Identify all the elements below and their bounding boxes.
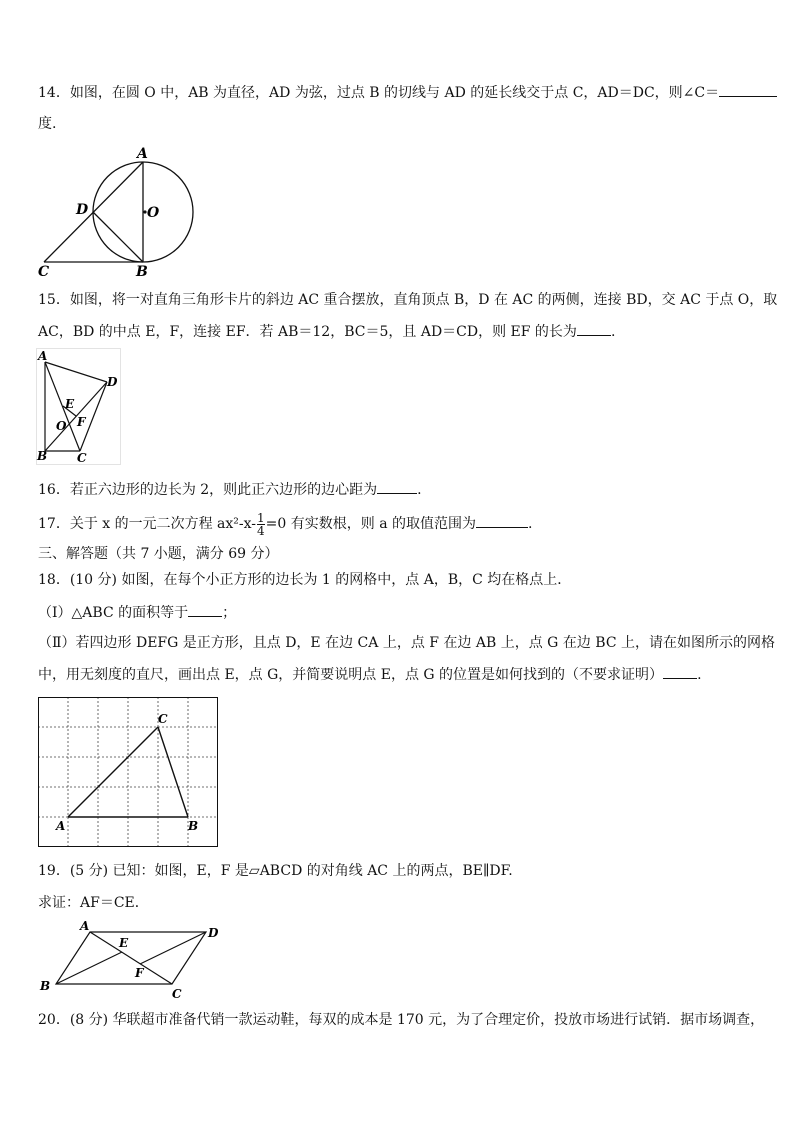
q20-line1: 20．(8 分) 华联超市准备代销一款运动鞋，每双的成本是 170 元，为了合理定价，投放市场进行试销．据市场调查，	[38, 1012, 765, 1028]
q18-part2-blank	[663, 664, 697, 679]
q19-label-f: F	[135, 966, 144, 980]
q19-label-e: E	[119, 936, 129, 950]
q18-part1-blank	[188, 602, 222, 617]
q17-text-b: =0 有实数根，则 a 的取值范围为	[265, 516, 477, 532]
q16-line	[38, 479, 422, 500]
q15-label-c: C	[77, 451, 87, 465]
q18-part1-end: ；	[222, 605, 237, 621]
q19-line1: 19．(5 分) 已知：如图，E，F 是▱ABCD 的对角线 AC 上的两点，BE∥DF.	[38, 863, 513, 879]
q18-part1-text: （Ⅰ）△ABC 的面积等于	[38, 605, 189, 621]
q18-part2-end: .	[697, 667, 702, 683]
q15-label-a: A	[38, 349, 48, 363]
q15-label-d: D	[107, 375, 118, 389]
q14-label-d: D	[76, 202, 89, 218]
q18-side-ac	[68, 727, 158, 817]
q16-text: 16．若正六边形的边长为 2，则此正六边形的边心距为	[38, 482, 378, 498]
q14-answer-blank	[719, 82, 777, 97]
q14-label-b: B	[136, 264, 148, 278]
q18-grid-figure	[38, 697, 218, 847]
q14-label-a: A	[137, 146, 148, 162]
q18-part2-text: 中，用无刻度的直尺，画出点 E，点 G，并简要说明点 E，点 G 的位置是如何找到的（不要求证明）	[38, 667, 664, 683]
q15-label-o: O	[56, 419, 67, 433]
q15-label-b: B	[37, 449, 48, 463]
q17-frac-den: 4	[257, 523, 265, 538]
q14-label-o: O	[147, 205, 160, 221]
q14-line1	[38, 82, 777, 103]
q18-part2-line1: （Ⅱ）若四边形 DEFG 是正方形，且点 D，E 在边 CA 上，点 F 在边 AB 上，点 G 在边 BC 上，请在如图所示的网格	[38, 635, 775, 651]
q14-text: 14．如图，在圆 O 中，AB 为直径，AD 为弦，过点 B 的切线与 AD 的延长线交于点 C，AD＝DC，则∠C＝	[38, 85, 720, 101]
q16-end: .	[417, 482, 422, 498]
q19-label-d: D	[208, 926, 219, 940]
q18-label-c: C	[158, 712, 168, 726]
q15-label-e: E	[65, 397, 75, 411]
q14-line2: 度.	[38, 116, 57, 132]
q15-hyp-ac	[45, 362, 80, 451]
q19-label-c: C	[172, 987, 182, 1001]
q15-label-f: F	[77, 415, 86, 429]
q18-label-b: B	[188, 819, 199, 833]
q14-circle-figure	[34, 142, 204, 278]
q15-text: AC，BD 的中点 E，F，连接 EF．若 AB＝12，BC＝5，且 AD＝CD，则 EF 的长为	[38, 324, 577, 340]
q15-side-ad	[45, 362, 107, 382]
q17-frac-num: 1	[257, 510, 265, 525]
q15-line2	[38, 321, 615, 342]
q19-label-b: B	[40, 979, 51, 993]
q18-side-cb	[158, 727, 188, 817]
q15-line1: 15．如图，将一对直角三角形卡片的斜边 AC 重合摆放，直角顶点 B，D 在 AC 的两侧，连接 BD，交 AC 于点 O，取	[38, 292, 778, 308]
q17-text-a: 17．关于 x 的一元二次方程 ax²-x-	[38, 516, 257, 532]
q19-diagonal-ac	[90, 932, 172, 984]
q16-answer-blank	[377, 479, 417, 494]
q15-triangles-figure	[36, 348, 122, 466]
q19-label-a: A	[80, 919, 90, 933]
q17-line	[38, 510, 532, 538]
q18-part2-line2	[38, 664, 702, 685]
q14-label-c: C	[38, 264, 50, 278]
q15-answer-blank	[577, 321, 611, 336]
q18-label-a: A	[56, 819, 66, 833]
q19-parallelogram-figure	[36, 918, 222, 1002]
q18-part1	[38, 602, 236, 623]
q17-answer-blank	[476, 513, 528, 528]
section-title: 三、解答题（共 7 小题，满分 69 分）	[38, 546, 279, 562]
q17-end: .	[528, 516, 533, 532]
q18-line1: 18．(10 分) 如图，在每个小正方形的边长为 1 的网格中，点 A，B，C 均在格点上．	[38, 572, 572, 588]
q17-fraction	[257, 512, 265, 537]
q19-line2: 求证：AF＝CE．	[38, 895, 149, 911]
q15-end: .	[610, 324, 616, 340]
q14-chord-db	[93, 212, 143, 262]
